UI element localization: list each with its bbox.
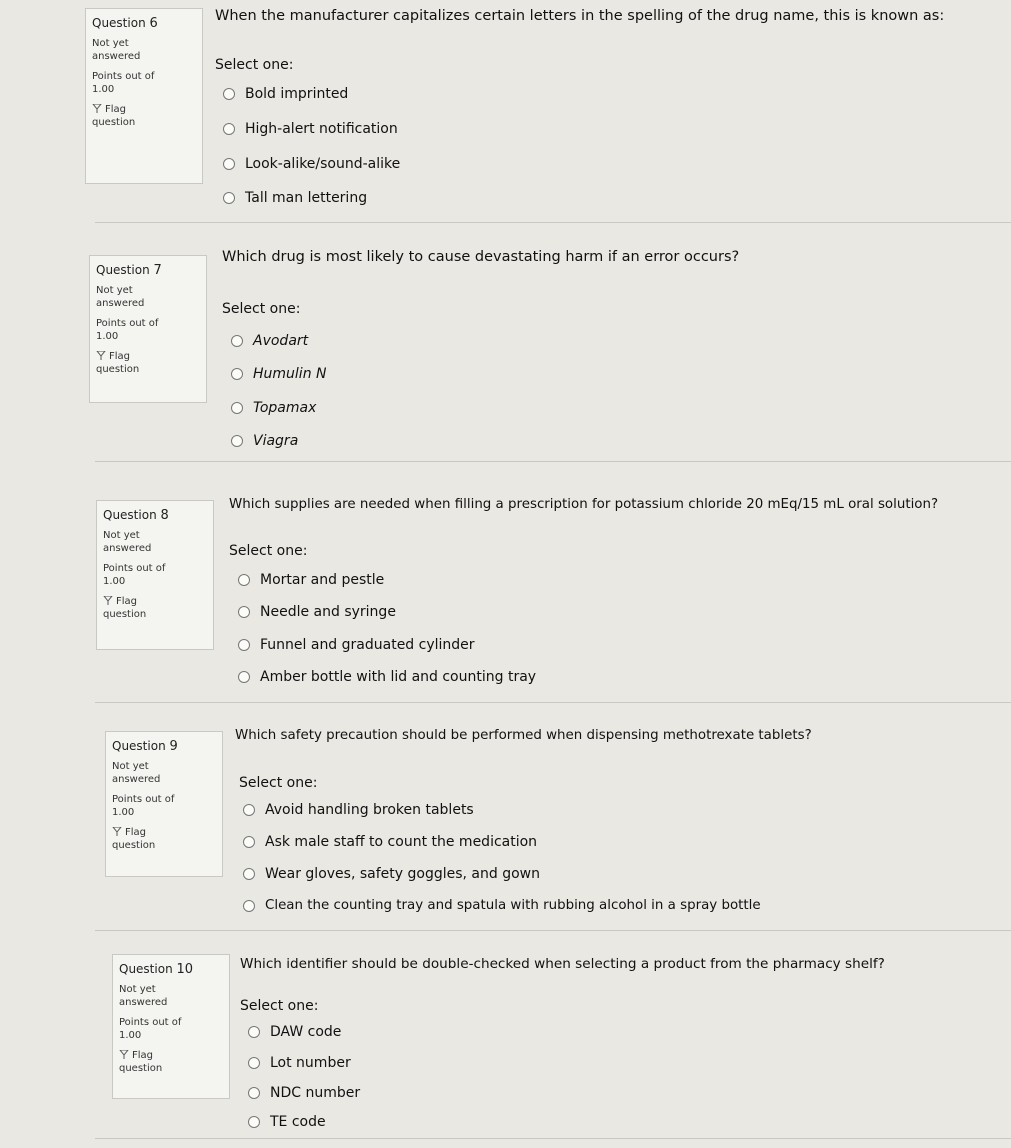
answer-option[interactable] [248,1055,351,1071]
option-label: Ask male staff to count the medication [265,834,538,850]
flag-question-link[interactable]: Flag question [103,595,147,621]
answer-option[interactable] [223,190,367,206]
radio-button[interactable] [231,335,243,347]
answer-option[interactable] [231,333,308,349]
option-label: Avodart [253,333,309,349]
question-points: Points out of 1.00 [92,70,155,96]
option-label: Lot number [270,1055,351,1071]
answer-option[interactable] [243,898,761,913]
option-label: Wear gloves, safety goggles, and gown [265,866,540,882]
radio-button[interactable] [223,123,235,135]
question-status: Not yet answered [96,284,145,310]
radio-button[interactable] [238,639,250,651]
option-label: Bold imprinted [245,86,349,102]
question-text: Which supplies are needed when filling a prescription for potassium chloride 20 mEq/15 mL oral solution? [229,497,939,512]
answer-option[interactable] [243,834,537,850]
option-label: Look-alike/sound-alike [245,156,401,172]
radio-button[interactable] [223,192,235,204]
answer-option[interactable] [223,86,348,102]
answer-option[interactable] [231,400,316,416]
question-info-panel [85,8,203,184]
question-divider [95,930,1011,931]
option-label: Viagra [253,433,299,449]
question-divider [95,702,1011,703]
radio-button[interactable] [248,1087,260,1099]
option-label: Topamax [253,400,317,416]
select-one-label: Select one: [229,543,308,559]
question-number: Question 6 [92,16,158,31]
answer-option[interactable] [223,121,398,137]
option-label: Tall man lettering [245,190,368,206]
radio-button[interactable] [223,88,235,100]
radio-button[interactable] [238,574,250,586]
option-label: High-alert notification [245,121,398,137]
flag-icon [112,827,122,836]
answer-option[interactable] [248,1085,360,1101]
flag-question-link[interactable]: Flag question [119,1049,163,1075]
option-label: Funnel and graduated cylinder [260,637,475,653]
answer-option[interactable] [248,1114,326,1130]
radio-button[interactable] [248,1026,260,1038]
flag-icon [119,1050,129,1059]
question-info-panel [105,731,223,877]
radio-button[interactable] [248,1057,260,1069]
option-label: DAW code [270,1024,342,1040]
answer-option[interactable] [243,866,540,882]
answer-option[interactable] [238,604,396,620]
option-label: Needle and syringe [260,604,396,620]
option-label: NDC number [270,1085,361,1101]
question-points: Points out of 1.00 [103,562,166,588]
radio-button[interactable] [243,868,255,880]
question-status: Not yet answered [119,983,168,1009]
flag-question-link[interactable]: Flag question [96,350,140,376]
select-one-label: Select one: [222,301,301,317]
flag-question-link[interactable]: Flag question [92,103,136,129]
select-one-label: Select one: [239,775,318,791]
option-label: Humulin N [253,366,327,382]
option-label: Amber bottle with lid and counting tray [260,669,537,685]
radio-button[interactable] [223,158,235,170]
answer-option[interactable] [238,637,475,653]
select-one-label: Select one: [215,57,294,73]
flag-question-link[interactable]: Flag question [112,826,156,852]
flag-icon [96,351,106,360]
option-label: Mortar and pestle [260,572,385,588]
question-status: Not yet answered [103,529,152,555]
radio-button[interactable] [248,1116,260,1128]
radio-button[interactable] [238,671,250,683]
answer-option[interactable] [238,669,536,685]
radio-button[interactable] [231,368,243,380]
flag-icon [92,104,102,113]
question-info-panel [89,255,207,403]
radio-button[interactable] [231,435,243,447]
question-number: Question 8 [103,508,169,523]
question-points: Points out of 1.00 [119,1016,182,1042]
question-text: When the manufacturer capitalizes certain letters in the spelling of the drug name, this is known as: [215,8,945,24]
question-info-panel [96,500,214,650]
radio-button[interactable] [243,804,255,816]
answer-option[interactable] [223,156,400,172]
question-text: Which safety precaution should be performed when dispensing methotrexate tablets? [235,728,812,743]
question-status: Not yet answered [112,760,161,786]
select-one-label: Select one: [240,998,319,1014]
question-divider [95,461,1011,462]
answer-option[interactable] [243,802,474,818]
question-points: Points out of 1.00 [96,317,159,343]
question-text: Which identifier should be double-checked when selecting a product from the pharmacy shelf? [240,956,885,972]
option-label: TE code [270,1114,326,1130]
answer-option[interactable] [231,366,327,382]
radio-button[interactable] [238,606,250,618]
question-text: Which drug is most likely to cause devastating harm if an error occurs? [222,249,740,265]
radio-button[interactable] [243,900,255,912]
option-label: Clean the counting tray and spatula with rubbing alcohol in a spray bottle [265,898,761,913]
radio-button[interactable] [231,402,243,414]
question-divider [95,1138,1011,1139]
question-divider [95,222,1011,223]
radio-button[interactable] [243,836,255,848]
question-number: Question 7 [96,263,162,278]
option-label: Avoid handling broken tablets [265,802,474,818]
answer-option[interactable] [231,433,298,449]
answer-option[interactable] [248,1024,341,1040]
flag-icon [103,596,113,605]
question-number: Question 9 [112,739,178,754]
question-info-panel [112,954,230,1099]
answer-option[interactable] [238,572,384,588]
question-status: Not yet answered [92,37,141,63]
question-number: Question 10 [119,962,194,977]
question-points: Points out of 1.00 [112,793,175,819]
